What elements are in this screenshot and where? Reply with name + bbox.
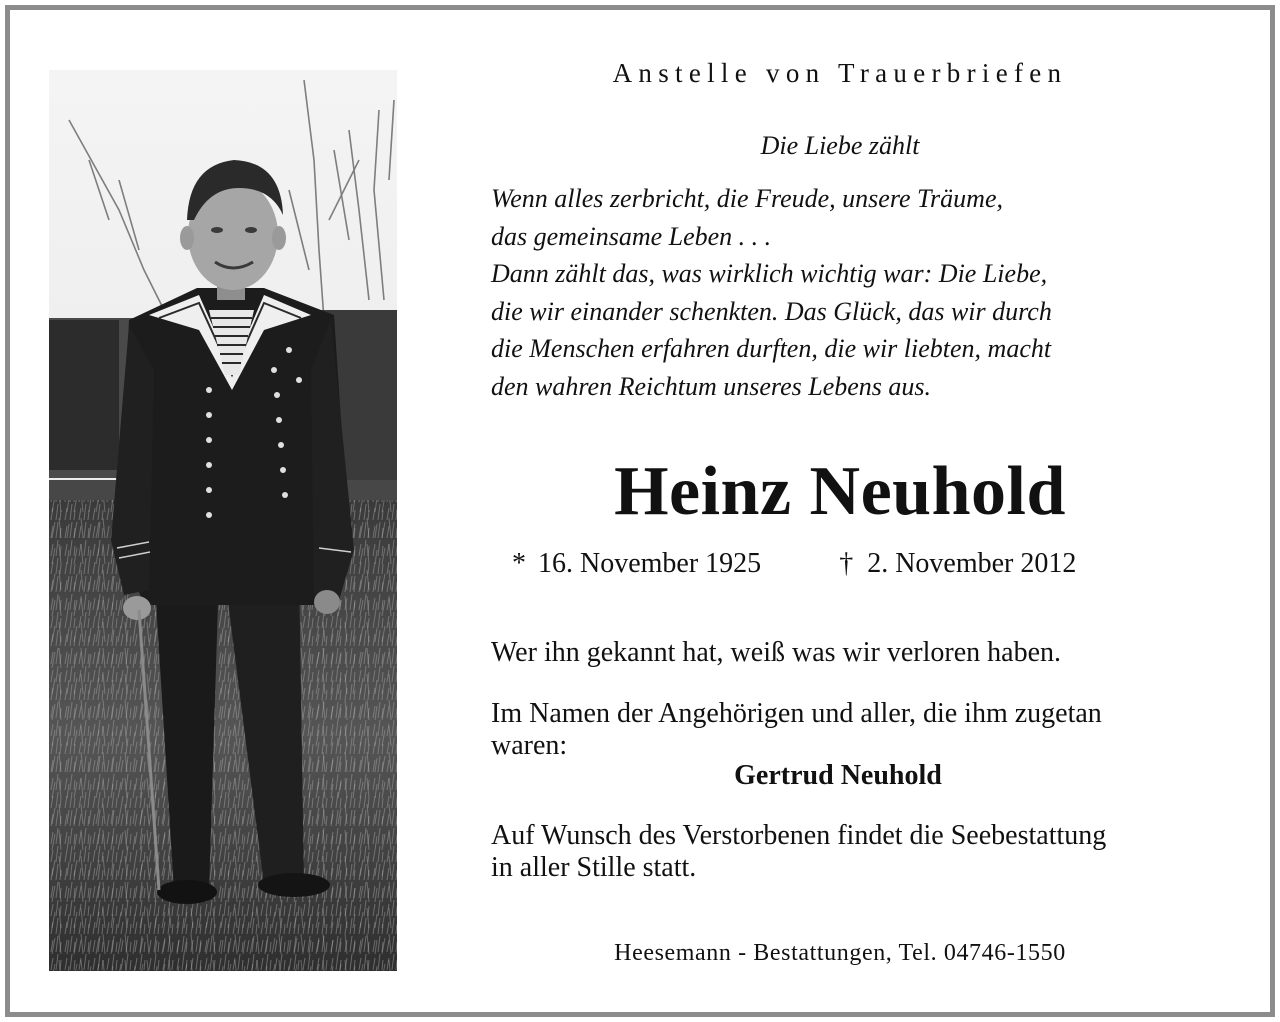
family-paragraph-line: waren: — [491, 730, 568, 761]
family-paragraph — [491, 698, 1102, 762]
life-dates — [512, 548, 1076, 580]
burial-paragraph — [491, 820, 1106, 884]
burial-paragraph-line: Auf Wunsch des Verstorbenen findet die Seebestattung — [491, 820, 1107, 851]
family-paragraph-line: Im Namen der Angehörigen und aller, die ihm zugetan — [491, 698, 1102, 729]
poem — [491, 180, 1052, 406]
poem-line: Dann zählt das, was wirklich wichtig war: Die Liebe, — [491, 259, 1048, 289]
cross-icon: † — [839, 548, 854, 579]
funeral-home-contact: Heesemann - Bestattungen, Tel. 04746-1550 — [614, 940, 1066, 966]
memorial-sentence: Wer ihn gekannt hat, weiß was wir verloren haben. — [491, 637, 1061, 668]
notice-header: Anstelle von Trauerbriefen — [612, 58, 1068, 88]
deceased-name: Heinz Neuhold — [614, 453, 1066, 530]
burial-paragraph-line: in aller Stille statt. — [491, 852, 697, 883]
poem-line: den wahren Reichtum unseres Lebens aus. — [491, 371, 932, 401]
birth-date: 16. November 1925 — [538, 548, 762, 579]
child-portrait-photo — [49, 70, 397, 971]
poem-line: Wenn alles zerbricht, die Freude, unsere Träume, — [491, 184, 1003, 213]
poem-line: die Menschen erfahren durften, die wir liebten, macht — [491, 334, 1052, 364]
poem-line: das gemeinsame Leben . . . — [491, 221, 772, 251]
poem-line: die wir einander schenkten. Das Glück, das wir durch — [491, 296, 1052, 326]
poem-title: Die Liebe zählt — [760, 131, 920, 160]
death-date: 2. November 2012 — [867, 548, 1077, 579]
birth-star-icon: * — [512, 548, 526, 579]
signer-name: Gertrud Neuhold — [734, 760, 942, 791]
